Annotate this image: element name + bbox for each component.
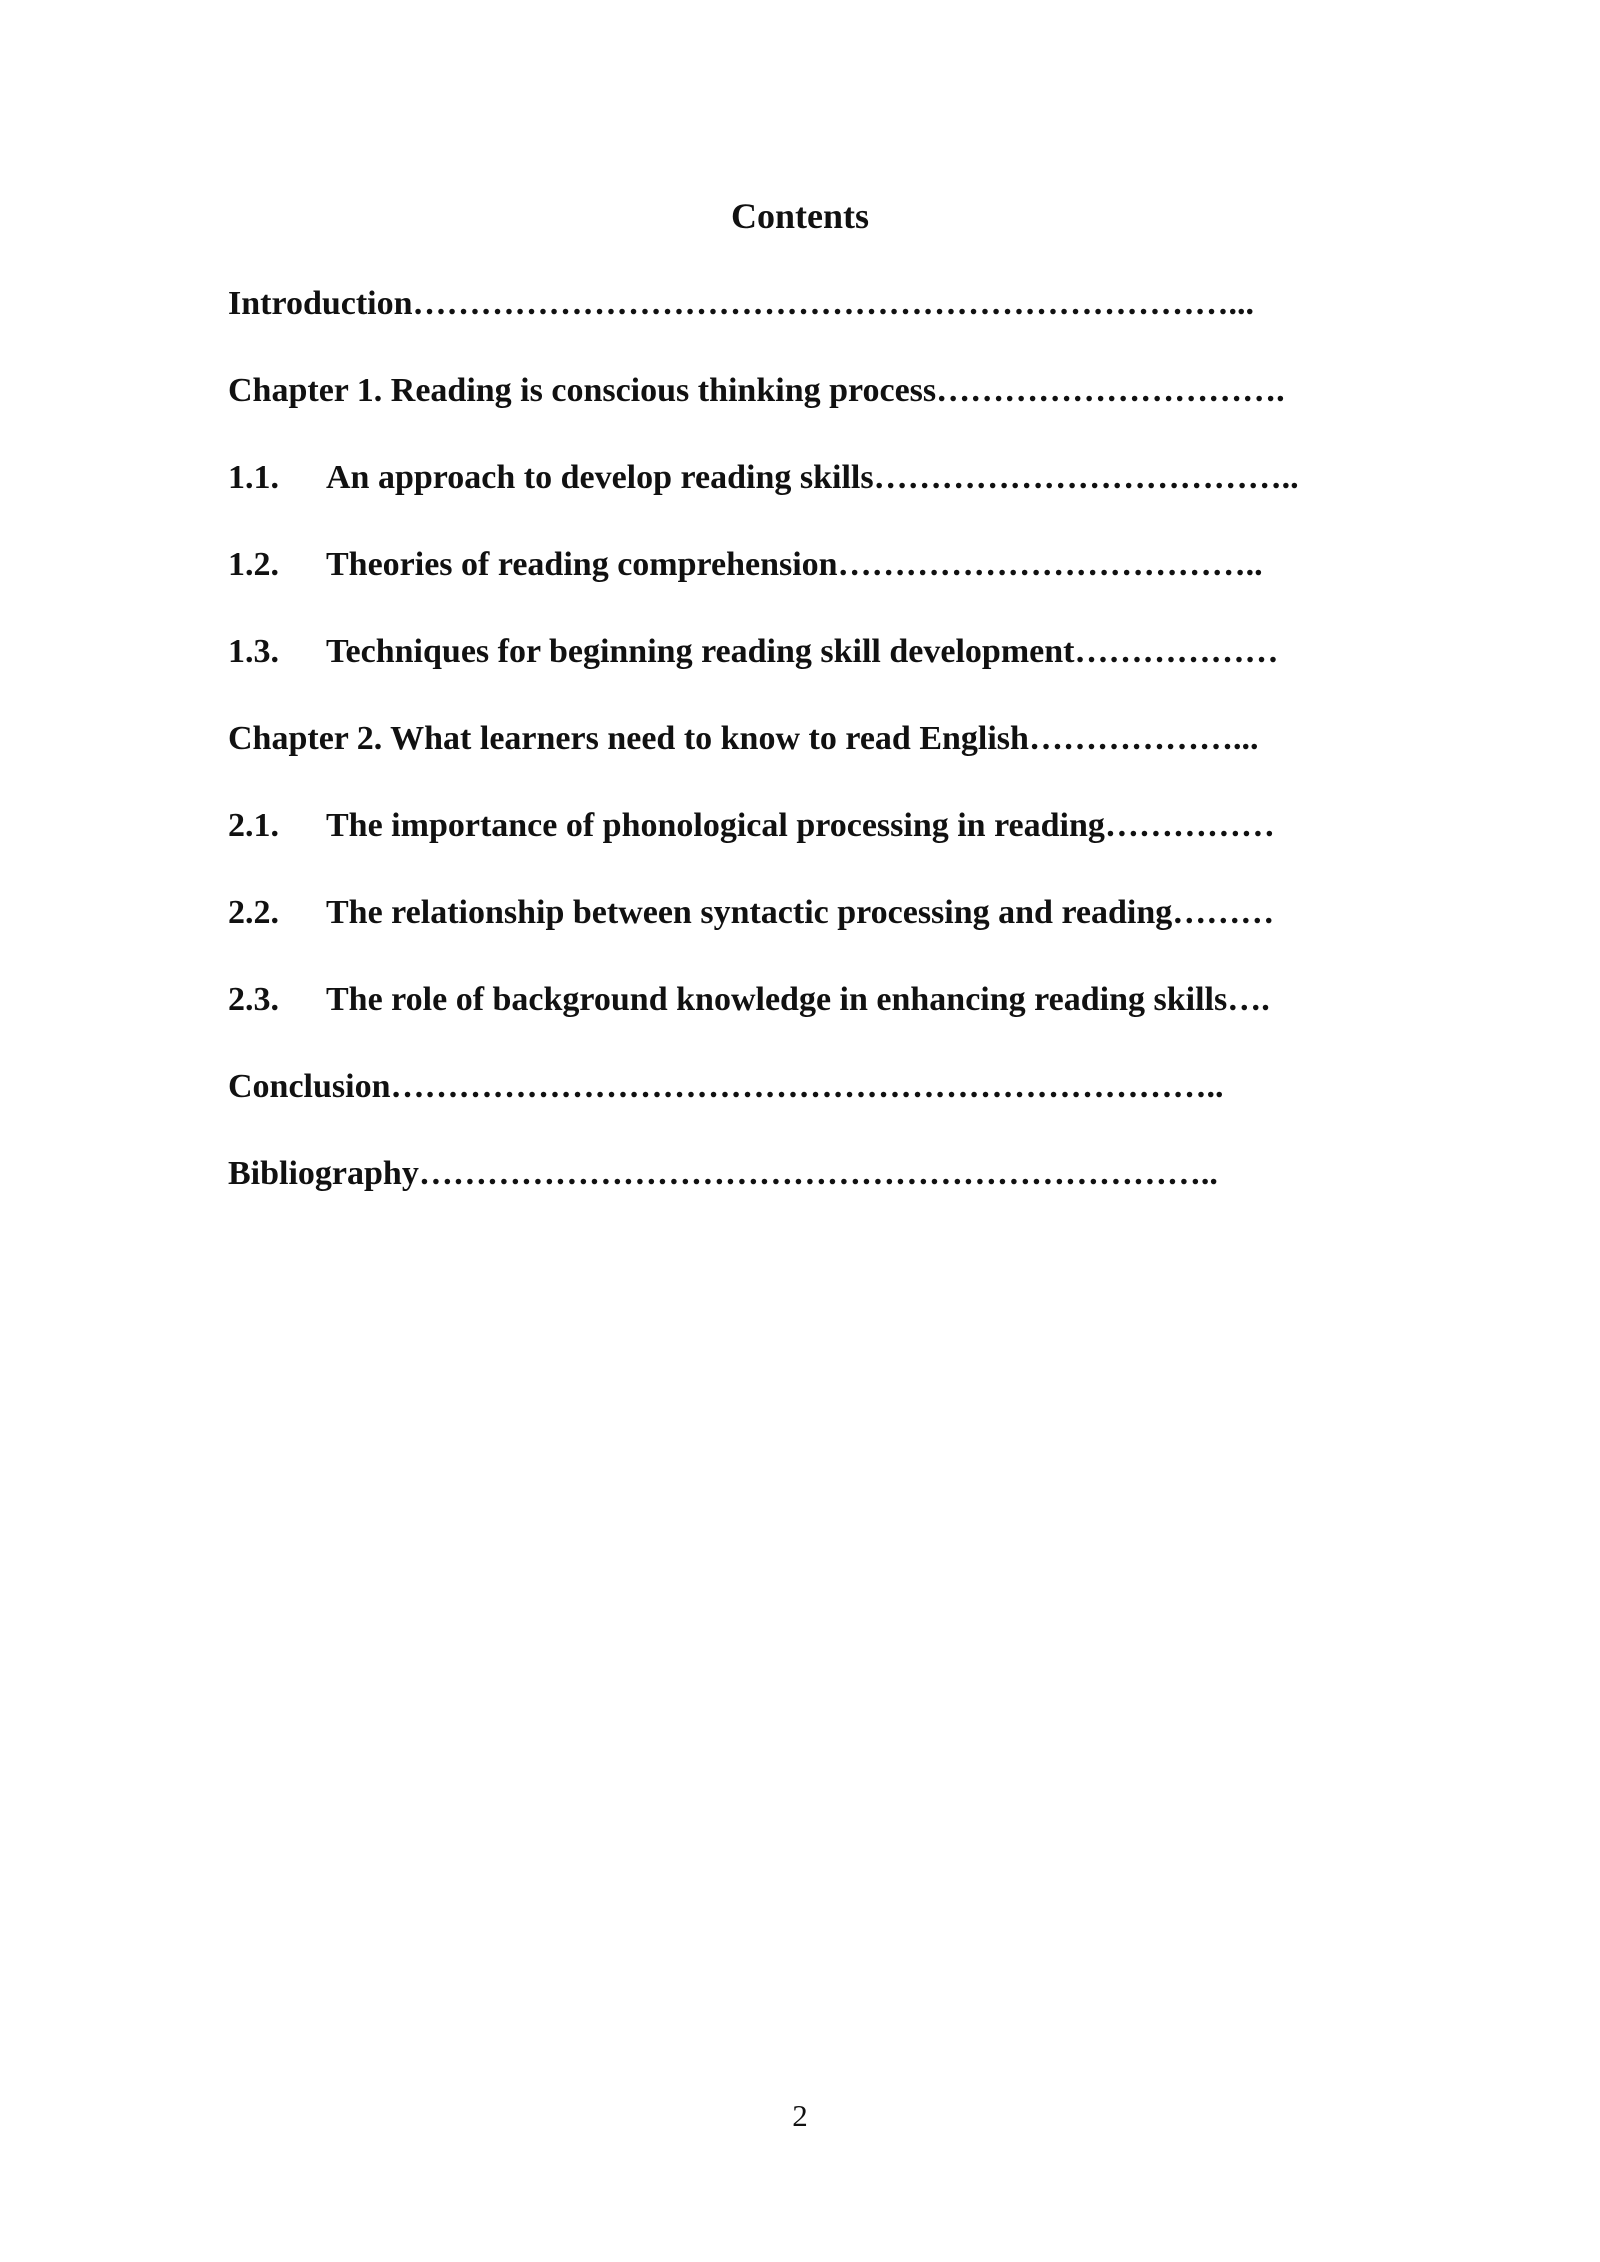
toc-entry-number: 1.2. (228, 546, 279, 583)
toc-entry-number: 1.3. (228, 633, 279, 670)
page-title: Contents (730, 196, 869, 236)
toc-entry-2-3 (228, 976, 1448, 1063)
toc-entry-label: Chapter 2. What learners need to know to read English………………... (228, 720, 1259, 757)
toc-entry-label: An approach to develop reading skills……………………………….. (326, 459, 1299, 496)
table-of-contents (228, 280, 1448, 1237)
toc-entry-number: 2.1. (228, 807, 279, 844)
toc-entry-label: Introduction………………………………………………………………... (228, 285, 1255, 322)
toc-entry-1-1 (228, 454, 1448, 541)
toc-entry-bibliography (228, 1150, 1448, 1237)
toc-entry-label: The relationship between syntactic processing and reading……… (326, 894, 1275, 931)
toc-entry-label: The role of background knowledge in enhancing reading skills…. (326, 981, 1270, 1018)
toc-entry-chapter-2 (228, 715, 1448, 802)
toc-entry-1-3 (228, 628, 1448, 715)
toc-entry-number: 2.2. (228, 894, 279, 931)
toc-entry-conclusion (228, 1063, 1448, 1150)
toc-entry-label: Conclusion……………………………………………………………….. (228, 1068, 1224, 1105)
toc-entry-chapter-1 (228, 367, 1448, 454)
toc-entry-1-2 (228, 541, 1448, 628)
toc-entry-label: Theories of reading comprehension……………………………….. (326, 546, 1263, 583)
toc-entry-number: 2.3. (228, 981, 279, 1018)
toc-entry-introduction (228, 280, 1448, 367)
page-number: 2 (792, 2098, 808, 2133)
toc-entry-label: Chapter 1. Reading is conscious thinking process…………………………. (228, 372, 1285, 409)
toc-entry-2-2 (228, 889, 1448, 976)
toc-entry-label: The importance of phonological processing in reading…………… (326, 807, 1275, 844)
toc-entry-label: Techniques for beginning reading skill development……………… (326, 633, 1279, 670)
toc-entry-label: Bibliography…………………………………………………………….. (228, 1155, 1218, 1192)
toc-entry-2-1 (228, 802, 1448, 889)
toc-entry-number: 1.1. (228, 459, 279, 496)
